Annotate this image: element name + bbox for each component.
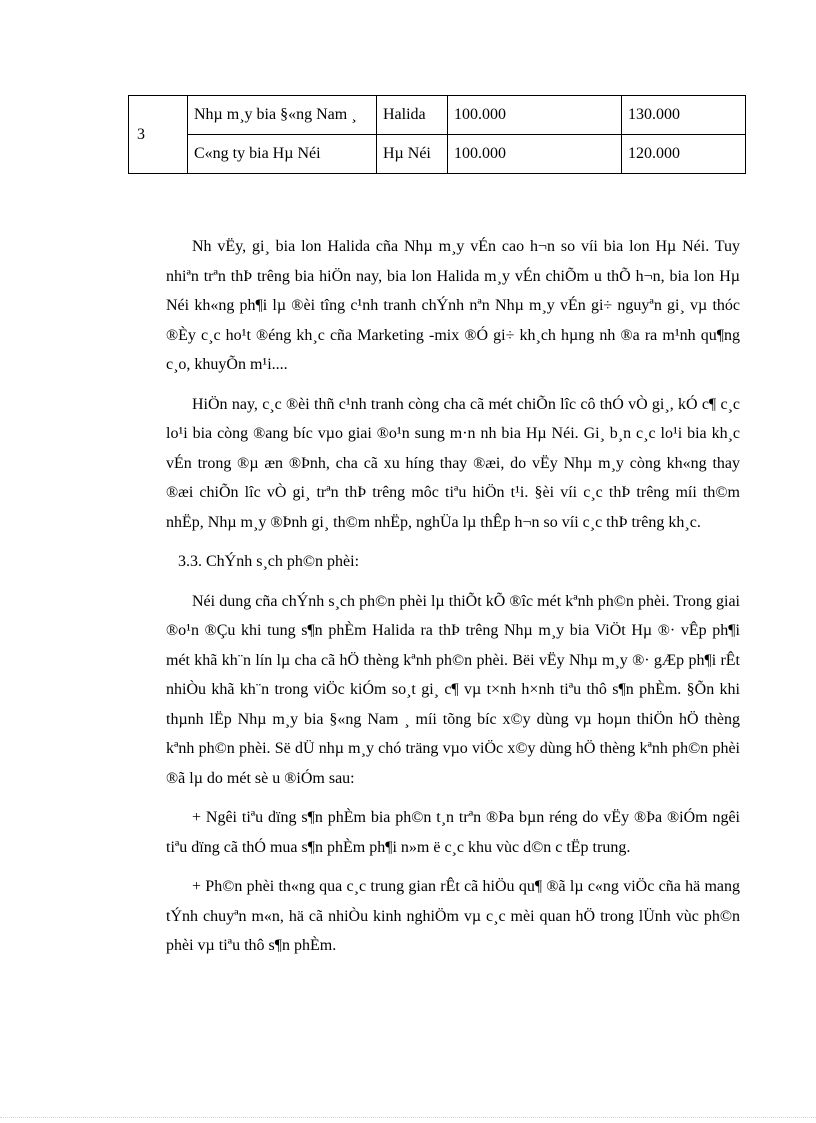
paragraph-intermediaries: + Ph©n phèi th«ng qua c¸c trung gian rÊt cã hiÖu qu¶ ®ã lµ c«ng viÖc cña hä mang tÝnh chuyªn m«n, hä cã nhiÒu kinh nghiÖm vµ c¸c mèi quan hÖ trong lÜnh vùc ph©n phèi vµ tiªu thô s¶n phÈm. (166, 878, 740, 954)
price-cell: 130.000 (622, 96, 746, 135)
paragraph-price-comparison: Nh vËy, gi¸ bia lon Halida cña Nhµ m¸y vÉn cao h¬n so víi bia lon Hµ Néi. Tuy nhiªn trªn thÞ trêng bia hiÖn nay, bia lon Halida m¸y vÉn chiÕm u thÕ h¬n, bia lon Hµ Néi kh«ng ph¶i lµ ®èi tîng c¹nh tranh chÝnh nªn Nhµ m¸y vÉn gi÷ nguyªn gi¸ vµ thóc ®Èy c¸c ho¹t ®éng kh¸c cña Marketing -mix ®Ó gi÷ kh¸ch hµng nh ®a ra m¹nh qu¶ng c¸o, khuyÕn m¹i.... (166, 238, 740, 373)
paragraph-consumer-location: + Ngêi tiªu dïng s¶n phÈm bia ph©n t¸n trªn ®Þa bµn réng do vËy ®Þa ®iÓm ngêi tiªu dïng cã thÓ mua s¶n phÈm ph¶i n»m ë c¸c khu vùc d©n c tËp trung. (166, 809, 740, 856)
company-cell: Nhµ m¸y bia §«ng Nam ¸ (188, 96, 377, 135)
brand-cell: Halida (377, 96, 448, 135)
paragraph-competitor-pricing: HiÖn nay, c¸c ®èi thñ c¹nh tranh còng cha cã mét chiÕn lîc cô thÓ vÒ gi¸, kÓ c¶ c¸c lo¹i bia còng ®ang bíc vµo giai ®o¹n sung m·n nh bia Hµ Néi. Gi¸ b¸n c¸c lo¹i bia kh¸c vÉn trong ®µ æn ®Þnh, cha cã xu híng thay ®æi, do vËy Nhµ m¸y còng kh«ng thay ®æi chiÕn lîc vÒ gi¸ trªn thÞ trêng môc tiªu hiÖn t¹i. §èi víi c¸c thÞ trêng míi th©m nhËp, Nhµ m¸y ®Þnh gi¸ th©m nhËp, nghÜa lµ thÊp h¬n so víi c¸c thÞ trêng kh¸c. (166, 395, 740, 531)
table-row (129, 135, 746, 174)
table-row (129, 96, 746, 135)
body-text (166, 232, 740, 971)
company-cell: C«ng ty bia Hµ Néi (188, 135, 377, 174)
price-comparison-table (128, 95, 746, 174)
price-cell: 120.000 (622, 135, 746, 174)
brand-cell: Hµ Néi (377, 135, 448, 174)
page-footer-divider (0, 1117, 816, 1118)
section-heading: 3.3. ChÝnh s¸ch ph©n phèi: (178, 553, 360, 570)
paragraph-distribution-policy: Néi dung cña chÝnh s¸ch ph©n phèi lµ thiÕt kÕ ®îc mét kªnh ph©n phèi. Trong giai ®o¹n ®Çu khi tung s¶n phÈm Halida ra thÞ trêng Nhµ m¸y bia ViÖt Hµ ®· vÊp ph¶i mét khã kh¨n lín lµ cha cã hÖ thèng kªnh ph©n phèi. Bëi vËy Nhµ m¸y ®· gÆp ph¶i rÊt nhiÒu khã kh¨n trong viÖc kiÓm so¸t gi¸ c¶ vµ t×nh h×nh tiªu thô s¶n phÈm. §Õn khi thµnh lËp Nhµ m¸y bia §«ng Nam ¸ míi tõng bíc x©y dùng vµ hoµn thiÖn hÖ thèng kªnh ph©n phèi. Së dÜ nhµ m¸y chó träng vµo viÖc x©y dùng hÖ thèng kªnh ph©n phèi ®ã lµ do mét sè u ®iÓm sau: (166, 592, 740, 787)
group-number-cell: 3 (129, 96, 188, 174)
price-cell: 100.000 (448, 135, 622, 174)
price-cell: 100.000 (448, 96, 622, 135)
